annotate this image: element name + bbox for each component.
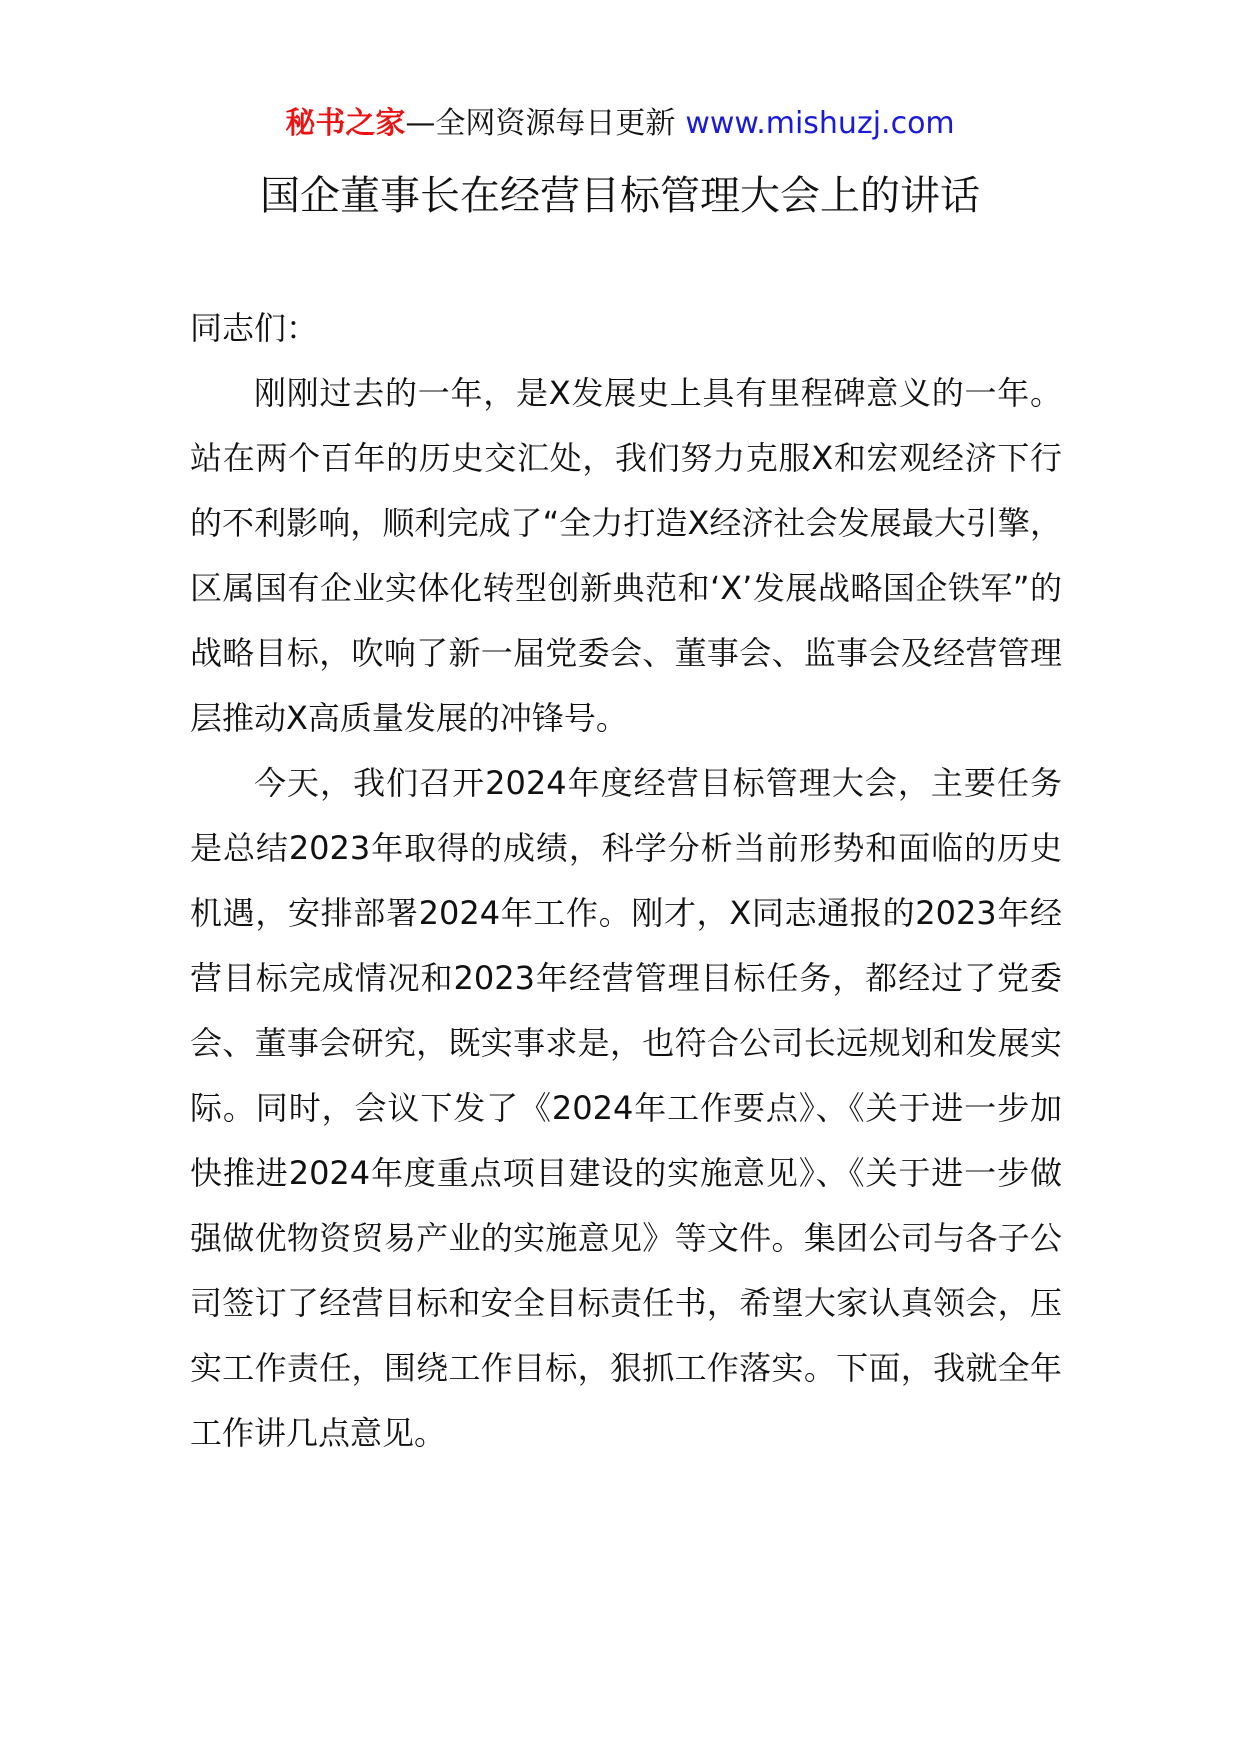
paragraph-1: 刚刚过去的一年，是X发展史上具有里程碑意义的一年。站在两个百年的历史交汇处，我们努力克服X和宏观经济下行的不利影响，顺利完成了“全力打造X经济社会发展最大引擎，区属国有企业实体化转型创新典范和‘X’发展战略国企铁军”的战略目标，吹响了新一届党委会、董事会、监事会及经营管理层推动X高质量发展的冲锋号。 bbox=[190, 374, 1062, 737]
website-link[interactable]: www.mishuzj.com bbox=[685, 106, 955, 141]
document-body bbox=[190, 296, 1062, 1466]
brand-name: 秘书之家 bbox=[285, 106, 406, 141]
page-header bbox=[0, 102, 1240, 146]
salutation: 同志们： bbox=[190, 309, 319, 347]
header-slogan: —全网资源每日更新 bbox=[405, 106, 676, 141]
paragraph-2: 今天，我们召开2024年度经营目标管理大会，主要任务是总结2023年取得的成绩，科学分析当前形势和面临的历史机遇，安排部署2024年工作。刚才，X同志通报的2023年经营目标完成情况和2023年经营管理目标任务，都经过了党委会、董事会研究，既实事求是，也符合公司长远规划和发展实际。同时，会议下发了《2024年工作要点》、《关于进一步加快推进2024年度重点项目建设的实施意见》、《关于进一步做强做优物资贸易产业的实施意见》等文件。集团公司与各子公司签订了经营目标和安全目标责任书，希望大家认真领会，压实工作责任，围绕工作目标，狠抓工作落实。下面，我就全年工作讲几点意见。 bbox=[190, 764, 1062, 1452]
document-title: 国企董事长在经营目标管理大会上的讲话 bbox=[260, 173, 980, 219]
